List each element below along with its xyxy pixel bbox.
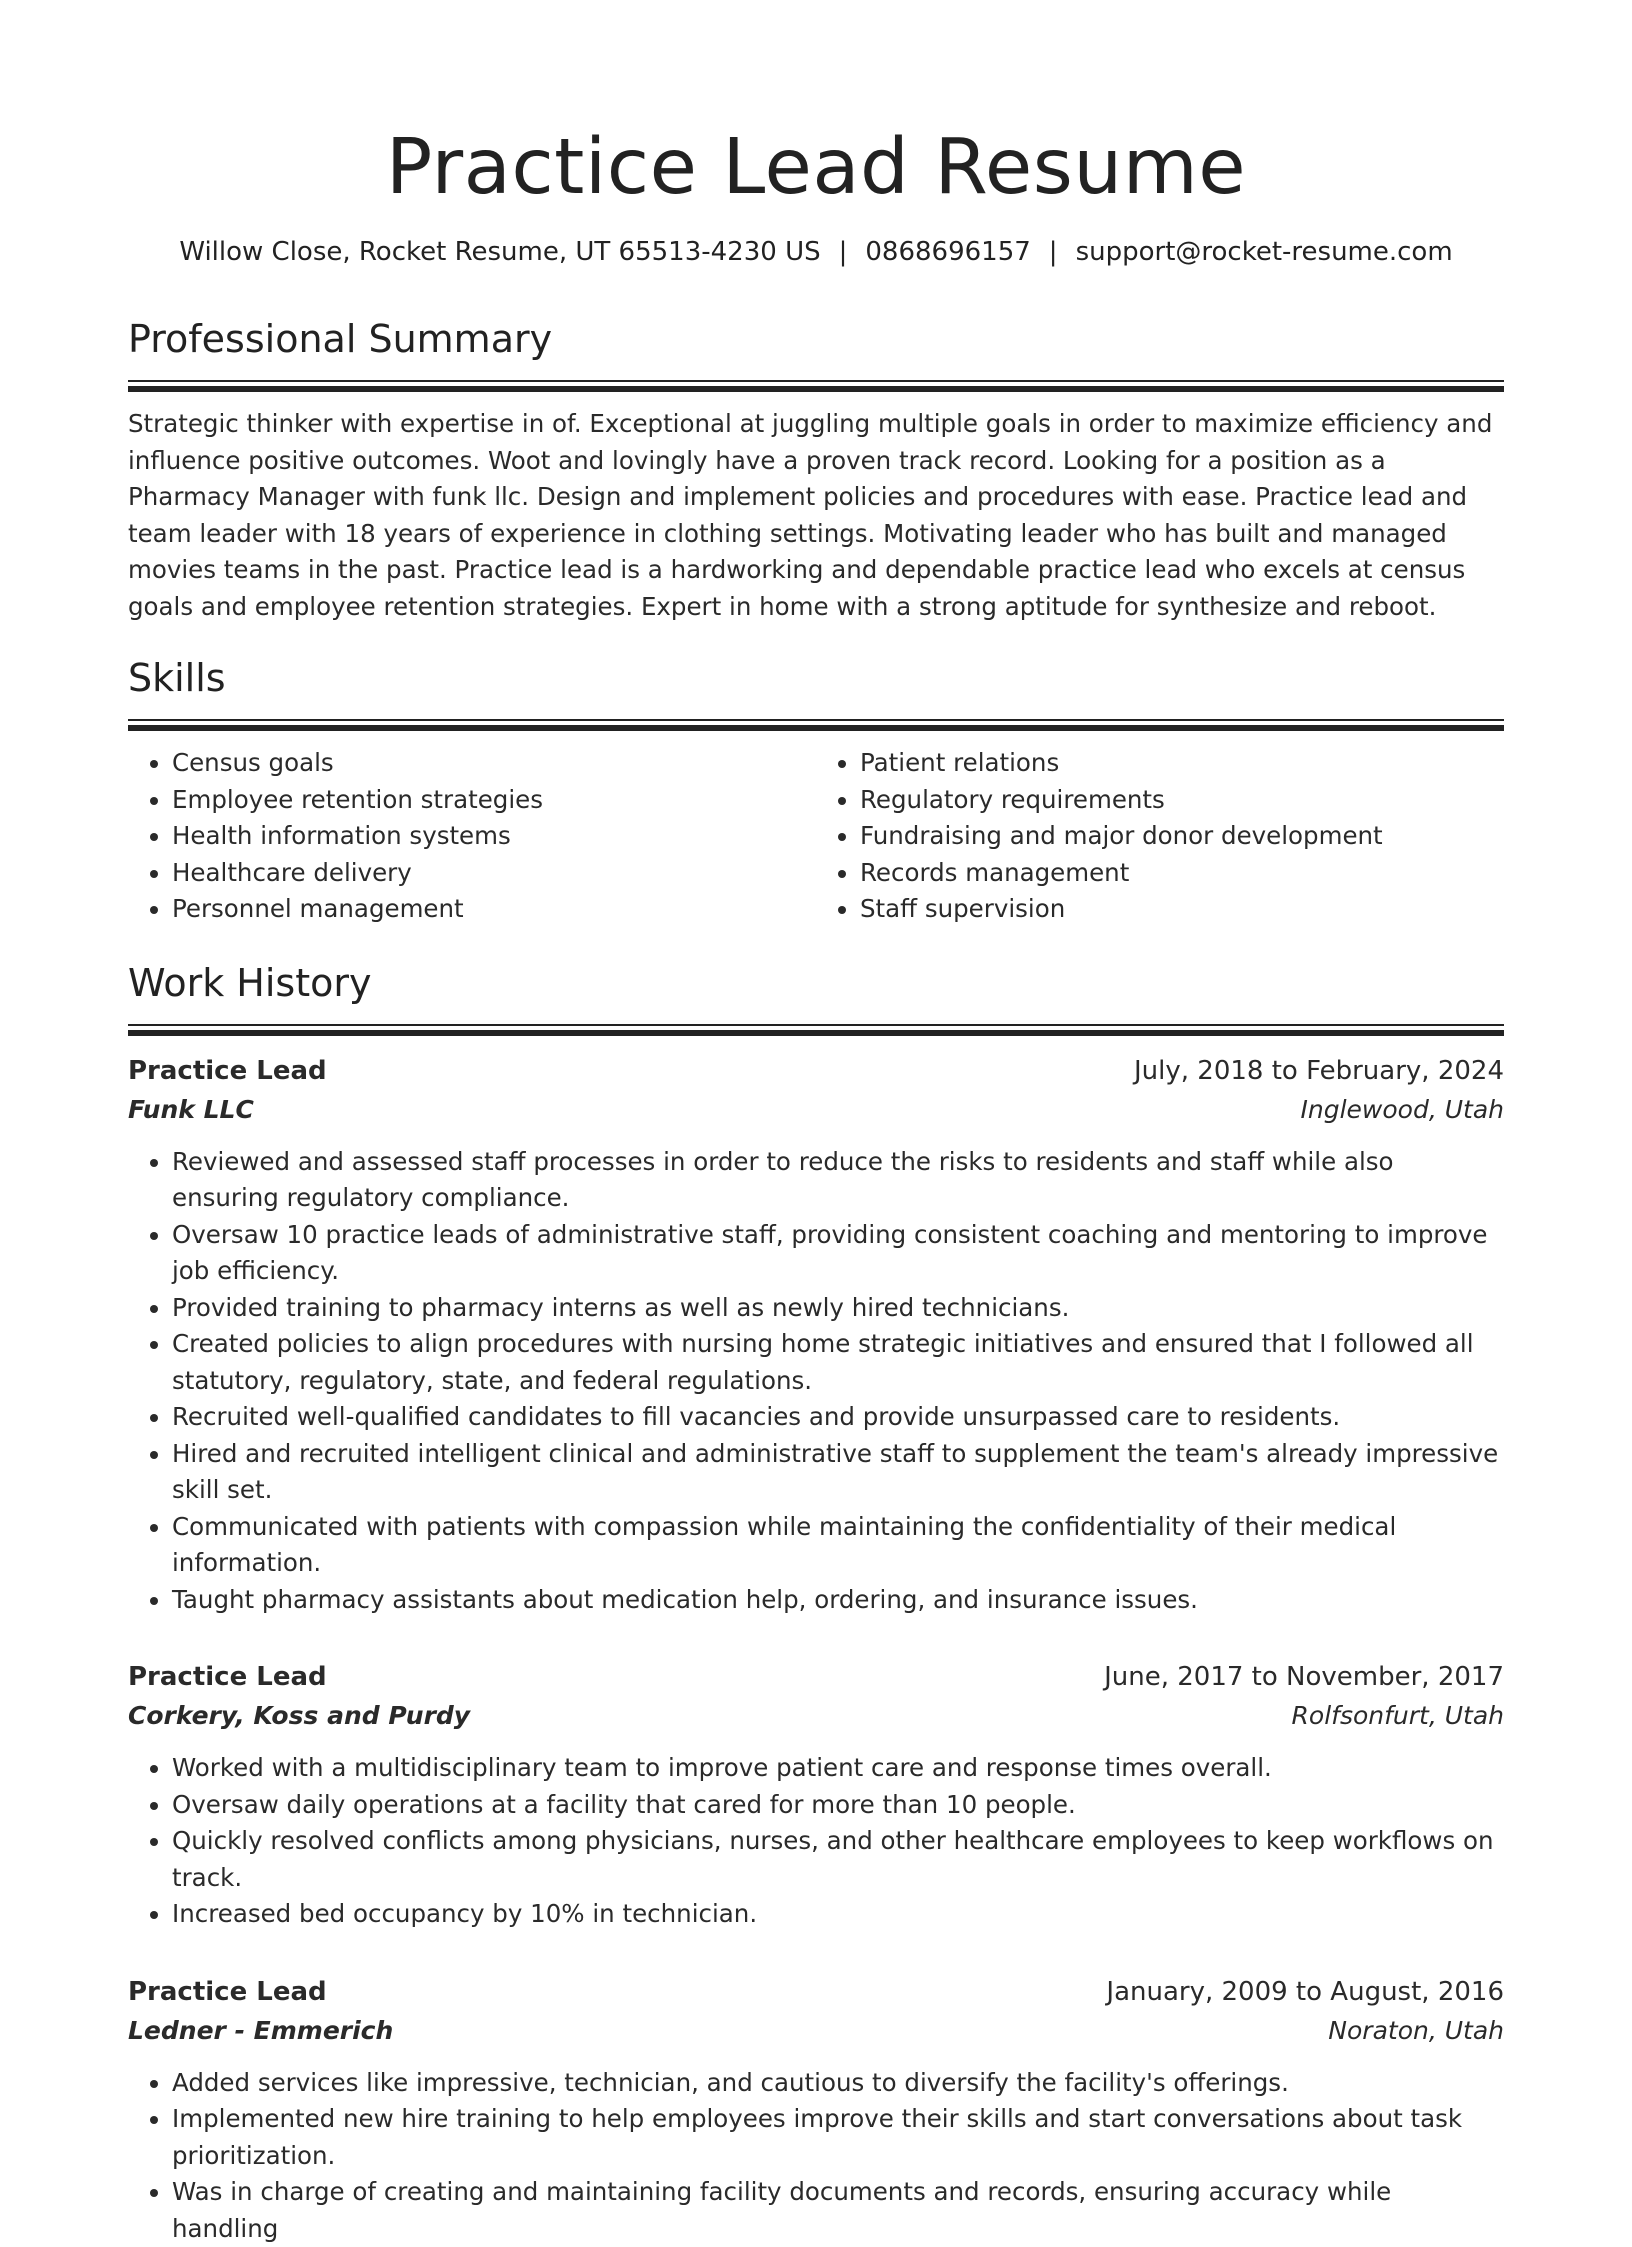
job-company: Ledner - Emmerich (128, 2011, 393, 2051)
section-heading-skills: Skills (128, 653, 1504, 703)
skill-item: • Census goals (172, 745, 816, 782)
section-divider (128, 1024, 1504, 1036)
skill-item: • Staff supervision (860, 891, 1504, 928)
section-heading-work-history: Work History (128, 958, 1504, 1008)
section-heading-summary: Professional Summary (128, 314, 1504, 364)
work-history-section (128, 958, 1504, 2247)
skills-list-left (128, 745, 816, 928)
job-header-row (128, 1052, 1504, 1090)
job-bullet: • Recruited well-qualified candidates to fill vacancies and provide unsurpassed care to residents. (172, 1399, 1504, 1436)
job-bullet: • Worked with a multidisciplinary team to improve patient care and response times overall. (172, 1750, 1504, 1787)
job-header-row (128, 1973, 1504, 2011)
section-divider (128, 719, 1504, 731)
skills-section (128, 653, 1504, 928)
skill-item: • Regulatory requirements (860, 782, 1504, 819)
job-title: Practice Lead (128, 1052, 327, 1090)
contact-address: Willow Close, Rocket Resume, UT 65513-4230 US (179, 237, 820, 267)
summary-text: Strategic thinker with expertise in of. Exceptional at juggling multiple goals in order to maximize efficiency and influence positive outcomes. Woot and lovingly have a proven track record. Looking for a position as a Pharmacy Manager with funk llc. Design and implement policies and procedures with ease. Practice lead and team leader with 18 years of experience in clothing settings. Motivating leader who has built and managed movies teams in the past. Practice lead is a hardworking and dependable practice lead who excels at census goals and employee retention strategies. Expert in home with a strong aptitude for synthesize and reboot. (128, 406, 1504, 625)
contact-separator: | (839, 234, 848, 270)
contact-email: support@rocket-resume.com (1076, 237, 1453, 267)
job-bullet: • Reviewed and assessed staff processes in order to reduce the risks to residents and staff while also ensuring regulatory compliance. (172, 1144, 1504, 1217)
job-company: Funk LLC (128, 1090, 254, 1130)
contact-phone: 0868696157 (865, 237, 1030, 267)
contact-separator: | (1049, 234, 1058, 270)
job-dates: July, 2018 to February, 2024 (1134, 1052, 1504, 1090)
job-bullet: • Created policies to align procedures with nursing home strategic initiatives and ensured that I followed all statutory, regulatory, state, and federal regulations. (172, 1326, 1504, 1399)
job-company-row (128, 2011, 1504, 2051)
job-entry (128, 1052, 1504, 1619)
job-location: Noraton, Utah (1328, 2011, 1504, 2051)
job-bullet: • Oversaw 10 practice leads of administrative staff, providing consistent coaching and mentoring to improve job efficiency. (172, 1217, 1504, 1290)
job-bullet: • Increased bed occupancy by 10% in technician. (172, 1896, 1504, 1933)
job-bullet: • Was in charge of creating and maintaining facility documents and records, ensuring accuracy while handling (172, 2174, 1504, 2247)
skill-item: • Patient relations (860, 745, 1504, 782)
job-bullet: • Oversaw daily operations at a facility that cared for more than 10 people. (172, 1787, 1504, 1824)
job-dates: January, 2009 to August, 2016 (1106, 1973, 1504, 2011)
job-bullet: • Taught pharmacy assistants about medication help, ordering, and insurance issues. (172, 1582, 1504, 1619)
job-location: Rolfsonfurt, Utah (1292, 1696, 1504, 1736)
job-company-row (128, 1696, 1504, 1736)
job-bullets (128, 2065, 1504, 2247)
skill-item: • Employee retention strategies (172, 782, 816, 819)
job-company-row (128, 1090, 1504, 1130)
contact-line (128, 234, 1504, 270)
job-bullet: • Hired and recruited intelligent clinical and administrative staff to supplement the team's already impressive skill set. (172, 1436, 1504, 1509)
resume-page (128, 0, 1504, 2247)
job-location: Inglewood, Utah (1301, 1090, 1504, 1130)
job-bullet: • Quickly resolved conflicts among physicians, nurses, and other healthcare employees to keep workflows on track. (172, 1823, 1504, 1896)
job-bullet: • Implemented new hire training to help employees improve their skills and start conversations about task prioritization. (172, 2101, 1504, 2174)
job-header-row (128, 1658, 1504, 1696)
job-dates: June, 2017 to November, 2017 (1104, 1658, 1504, 1696)
professional-summary-section (128, 314, 1504, 625)
resume-title: Practice Lead Resume (128, 118, 1504, 218)
job-entry (128, 1658, 1504, 1933)
skill-item: • Fundraising and major donor development (860, 818, 1504, 855)
job-title: Practice Lead (128, 1973, 327, 2011)
skill-item: • Personnel management (172, 891, 816, 928)
job-bullet: • Communicated with patients with compassion while maintaining the confidentiality of their medical information. (172, 1509, 1504, 1582)
skills-list-right (816, 745, 1504, 928)
job-bullet: • Added services like impressive, technician, and cautious to diversify the facility's offerings. (172, 2065, 1504, 2102)
skill-item: • Health information systems (172, 818, 816, 855)
job-bullet: • Provided training to pharmacy interns as well as newly hired technicians. (172, 1290, 1504, 1327)
job-bullets (128, 1144, 1504, 1619)
skill-item: • Records management (860, 855, 1504, 892)
skills-columns (128, 745, 1504, 928)
job-bullets (128, 1750, 1504, 1933)
section-divider (128, 380, 1504, 392)
job-entry (128, 1973, 1504, 2247)
job-title: Practice Lead (128, 1658, 327, 1696)
skill-item: • Healthcare delivery (172, 855, 816, 892)
job-company: Corkery, Koss and Purdy (128, 1696, 470, 1736)
